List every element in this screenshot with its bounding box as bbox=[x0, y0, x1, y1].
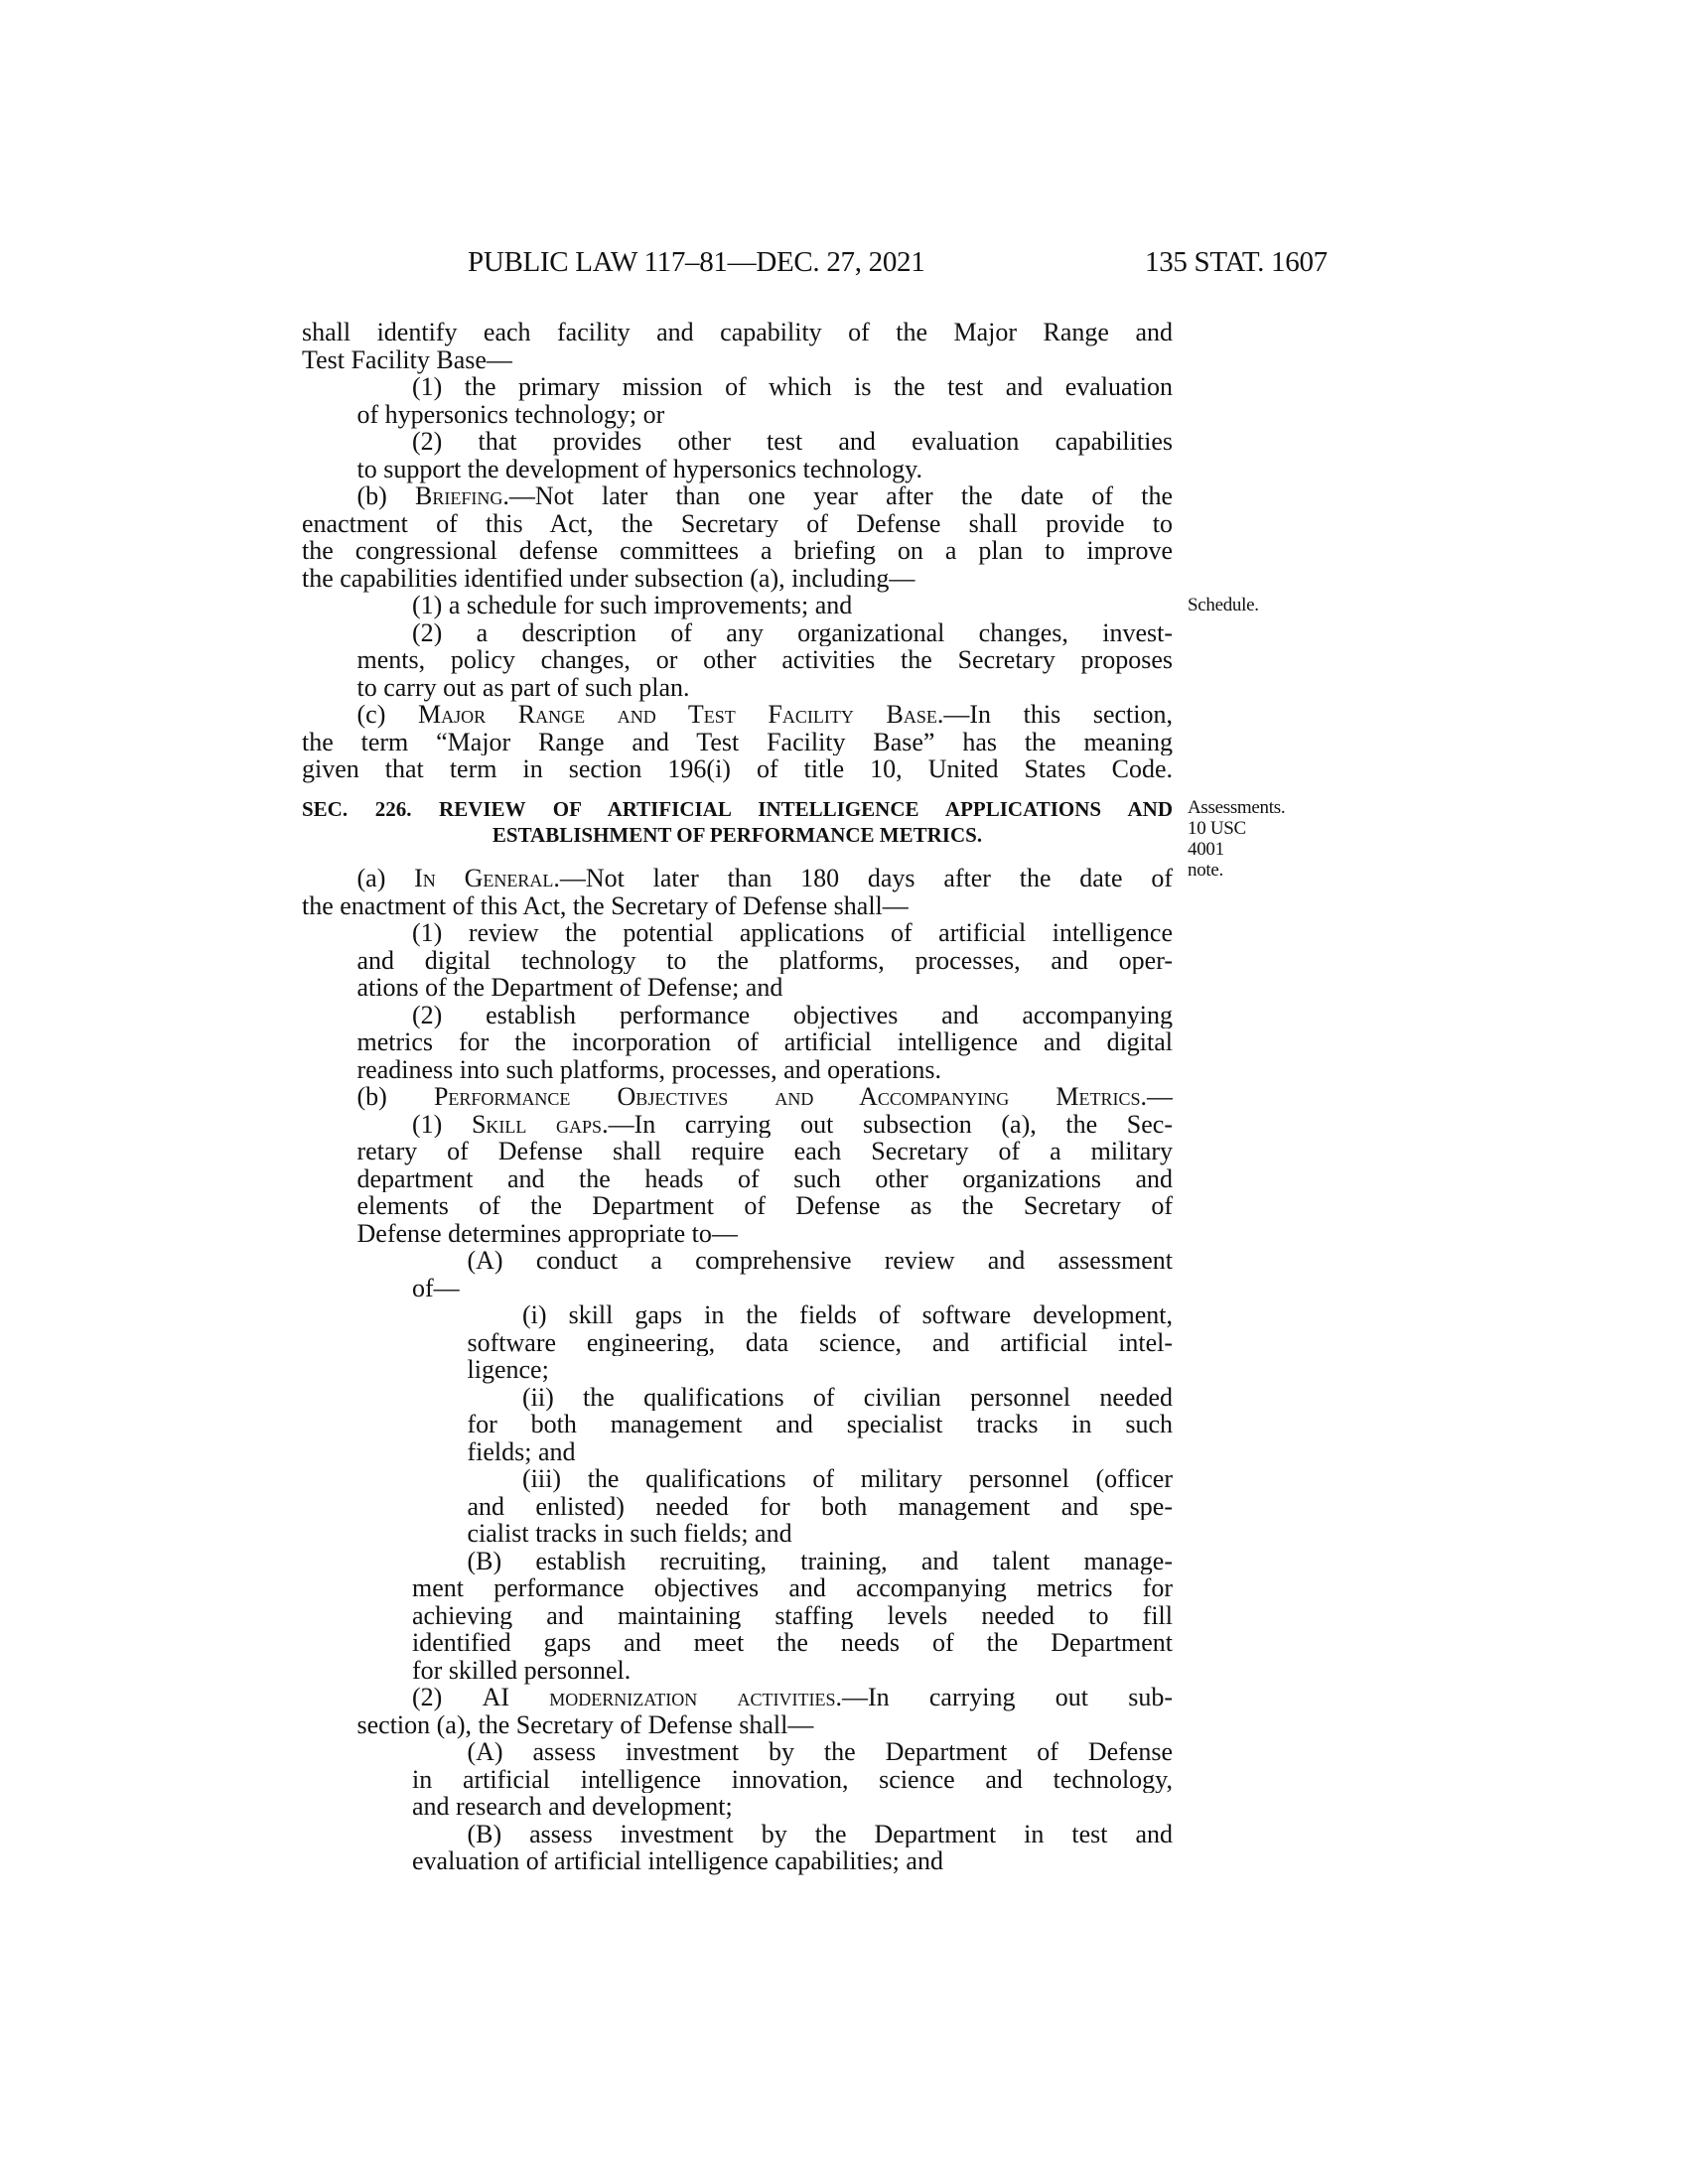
text-run: section (a), the Secretary of Defense shall— bbox=[356, 1709, 814, 1739]
text-run: (B) assess investment by the Department in test and bbox=[467, 1820, 1173, 1848]
text-run: retary of Defense shall require each Secretary of a military bbox=[356, 1138, 1173, 1165]
text-run: (1) a schedule for such improvements; and bbox=[412, 591, 853, 619]
text-line bbox=[302, 1574, 1173, 1602]
text-line bbox=[302, 1384, 1173, 1412]
text-run: the congressional defense committees a briefing on a plan to improve bbox=[302, 537, 1173, 565]
text-line bbox=[302, 1356, 1173, 1384]
text-run: (a) bbox=[356, 865, 415, 892]
text-line bbox=[302, 565, 1173, 593]
text-line bbox=[302, 1275, 1173, 1302]
text-run: enactment of this Act, the Secretary of Defense shall provide to bbox=[302, 509, 1173, 537]
text-line bbox=[302, 1711, 1173, 1739]
text-line bbox=[302, 1493, 1173, 1521]
text-line bbox=[302, 1056, 1173, 1084]
text-line bbox=[302, 646, 1173, 674]
text-run: —In carrying out subsection (a), the Sec- bbox=[608, 1110, 1173, 1139]
text-line bbox=[302, 1520, 1173, 1548]
text-line bbox=[302, 1028, 1173, 1056]
section-225-continuation bbox=[302, 319, 1259, 783]
text-line bbox=[302, 1766, 1173, 1794]
text-run: (1) review the potential applications of artificial intelligence bbox=[412, 919, 1173, 947]
subsection-heading: Briefing. bbox=[415, 482, 509, 510]
text-line bbox=[302, 591, 1259, 619]
text-run: — bbox=[1147, 1083, 1173, 1111]
text-run: (B) establish recruiting, training, and talent manage- bbox=[467, 1547, 1173, 1575]
section-226-body bbox=[302, 865, 1173, 1875]
text-run: metrics for the incorporation of artificial intelligence and digital bbox=[356, 1028, 1173, 1056]
text-run: —In carrying out sub- bbox=[841, 1684, 1173, 1711]
text-run: the enactment of this Act, the Secretary of Defense shall— bbox=[302, 890, 909, 920]
text-run: Defense determines appropriate to— bbox=[356, 1218, 738, 1248]
text-line bbox=[302, 1684, 1173, 1711]
text-line bbox=[302, 892, 1173, 920]
text-run: ligence; bbox=[467, 1355, 549, 1385]
margin-notes bbox=[1188, 797, 1285, 881]
text-line bbox=[302, 1438, 1173, 1466]
text-line bbox=[302, 401, 1173, 429]
text-run: of hypersonics technology; or bbox=[356, 399, 665, 429]
text-line bbox=[302, 1002, 1173, 1029]
text-line bbox=[302, 456, 1173, 483]
text-line bbox=[302, 1138, 1173, 1165]
running-header-title: PUBLIC LAW 117–81—DEC. 27, 2021 bbox=[468, 246, 925, 278]
text-line bbox=[302, 1220, 1173, 1248]
text-run: —Not later than one year after the date of the bbox=[508, 482, 1173, 510]
text-line bbox=[302, 1793, 1173, 1821]
margin-note: 10 USC 4001 bbox=[1188, 817, 1246, 860]
text-line bbox=[302, 373, 1173, 401]
text-line bbox=[302, 1738, 1173, 1766]
section-heading-line-1: SEC. 226. REVIEW OF ARTIFICIAL INTELLIGENCE APPLICATIONS AND bbox=[302, 796, 1173, 821]
text-run: in artificial intelligence innovation, science and technology, bbox=[412, 1765, 1173, 1794]
text-run: to carry out as part of such plan. bbox=[356, 672, 690, 702]
text-run: (2) bbox=[412, 1684, 483, 1711]
text-run: fields; and bbox=[467, 1436, 576, 1466]
text-line bbox=[302, 1847, 1173, 1875]
text-line bbox=[302, 537, 1173, 565]
text-line bbox=[302, 1247, 1173, 1275]
text-run: achieving and maintaining staffing levels needed to fill bbox=[412, 1601, 1173, 1630]
text-line bbox=[302, 1192, 1173, 1220]
text-run: to support the development of hypersonics technology. bbox=[356, 454, 922, 483]
text-run: (iii) the qualifications of military personnel (officer bbox=[522, 1465, 1173, 1493]
text-run: (2) a description of any organizational changes, invest- bbox=[412, 618, 1173, 646]
text-run: elements of the Department of Defense as the Secretary of bbox=[356, 1192, 1173, 1220]
text-run: (c) bbox=[356, 701, 418, 729]
text-run: evaluation of artificial intelligence capabilities; and bbox=[412, 1846, 943, 1876]
text-line bbox=[302, 1411, 1173, 1438]
text-run: software engineering, data science, and artificial intel- bbox=[467, 1328, 1173, 1357]
text-run: (b) bbox=[356, 1083, 434, 1111]
subsection-heading: Skill gaps. bbox=[471, 1110, 609, 1139]
text-run: shall identify each facility and capability of the Major Range and bbox=[302, 319, 1173, 346]
text-line bbox=[302, 482, 1173, 510]
text-run: (ii) the qualifications of civilian personnel needed bbox=[522, 1383, 1173, 1412]
text-line bbox=[302, 1602, 1173, 1630]
text-line bbox=[302, 865, 1173, 892]
text-run: readiness into such platforms, processes, and operations. bbox=[356, 1054, 941, 1084]
text-run: and digital technology to the platforms, processes, and oper- bbox=[356, 946, 1173, 975]
margin-note: Schedule. bbox=[1188, 595, 1259, 615]
text-line bbox=[302, 1111, 1173, 1139]
text-run: of— bbox=[412, 1273, 460, 1302]
text-line bbox=[302, 1329, 1173, 1357]
text-line bbox=[302, 755, 1173, 783]
text-line bbox=[302, 1083, 1173, 1111]
text-line bbox=[302, 1165, 1173, 1193]
text-run: —Not later than 180 days after the date of bbox=[559, 865, 1173, 892]
text-line bbox=[302, 319, 1173, 346]
text-run: for both management and specialist tracks in such bbox=[467, 1411, 1173, 1438]
subsection-heading: Performance Objectives and Accompanying Metrics. bbox=[433, 1083, 1147, 1111]
text-line bbox=[302, 729, 1173, 756]
text-run: Test Facility Base— bbox=[302, 344, 512, 374]
text-run: for skilled personnel. bbox=[412, 1655, 632, 1685]
text-run: (2) that provides other test and evaluation capabilities bbox=[412, 428, 1173, 456]
text-run: the capabilities identified under subsection (a), including— bbox=[302, 563, 915, 593]
text-run: (1) bbox=[412, 1110, 472, 1139]
subsection-heading: AI modernization activities. bbox=[482, 1684, 842, 1711]
text-line bbox=[302, 947, 1173, 975]
text-line bbox=[302, 1657, 1173, 1685]
text-run: ments, policy changes, or other activities the Secretary proposes bbox=[356, 646, 1173, 674]
text-run: given that term in section 196(i) of title 10, United States Code. bbox=[302, 755, 1173, 783]
text-line bbox=[302, 974, 1173, 1002]
text-run: (A) assess investment by the Department of Defense bbox=[467, 1738, 1173, 1766]
text-line bbox=[302, 510, 1173, 538]
text-run: —In this section, bbox=[943, 701, 1173, 729]
text-line bbox=[302, 1301, 1173, 1329]
text-run: and enlisted) needed for both management and spe- bbox=[467, 1492, 1173, 1521]
text-run: (A) conduct a comprehensive review and assessment bbox=[467, 1247, 1173, 1275]
subsection-heading: In General. bbox=[414, 865, 560, 892]
text-line bbox=[302, 619, 1173, 647]
text-line bbox=[302, 1629, 1173, 1657]
text-line bbox=[302, 1821, 1173, 1848]
text-line bbox=[302, 701, 1173, 729]
text-line bbox=[302, 919, 1173, 947]
margin-note: Assessments. bbox=[1188, 796, 1286, 818]
text-run: (i) skill gaps in the fields of software development, bbox=[522, 1301, 1173, 1329]
text-run: cialist tracks in such fields; and bbox=[467, 1519, 792, 1549]
text-run: ations of the Department of Defense; and bbox=[356, 973, 783, 1003]
text-line bbox=[302, 1548, 1173, 1575]
text-run: department and the heads of such other organizations and bbox=[356, 1164, 1173, 1193]
text-run: the term “Major Range and Test Facility Base” has the meaning bbox=[302, 728, 1173, 755]
text-run: ment performance objectives and accompanying metrics for bbox=[412, 1574, 1173, 1602]
text-run: identified gaps and meet the needs of the Department bbox=[412, 1629, 1173, 1657]
text-run: (1) the primary mission of which is the test and evaluation bbox=[412, 373, 1173, 401]
text-line bbox=[302, 674, 1173, 702]
text-line bbox=[302, 346, 1173, 374]
subsection-heading: Major Range and Test Facility Base. bbox=[418, 701, 944, 729]
text-run: (b) bbox=[356, 482, 416, 510]
text-line bbox=[302, 428, 1173, 456]
text-line bbox=[302, 1465, 1173, 1493]
page-number: 135 STAT. 1607 bbox=[1145, 246, 1328, 278]
text-run: and research and development; bbox=[412, 1792, 733, 1822]
document-body bbox=[302, 319, 1286, 1876]
section-heading-line-2: ESTABLISHMENT OF PERFORMANCE METRICS. bbox=[492, 822, 983, 847]
text-run: (2) establish performance objectives and accompanying bbox=[412, 1001, 1173, 1029]
margin-note: note. bbox=[1188, 859, 1223, 881]
